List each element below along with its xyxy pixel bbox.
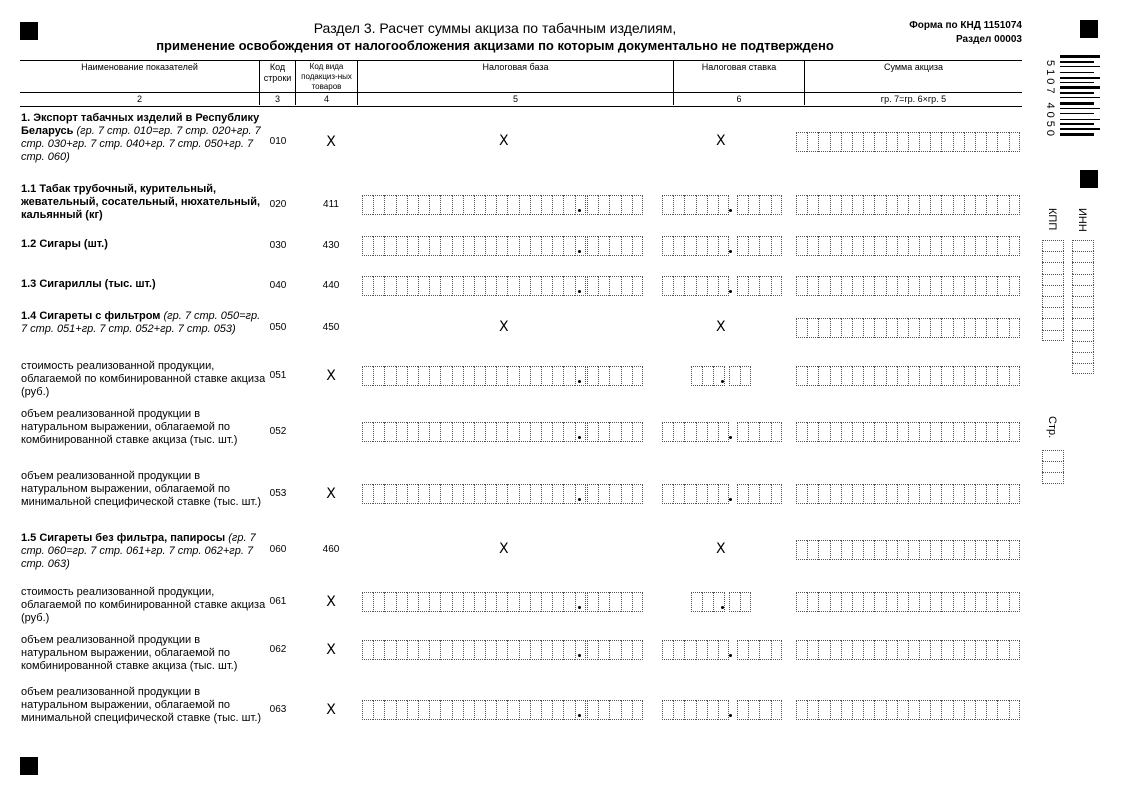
- base-x-mark: X: [499, 133, 509, 149]
- input-cell[interactable]: [1072, 341, 1094, 352]
- barcode-bar: [1060, 66, 1100, 67]
- kpp-cells[interactable]: [1042, 240, 1064, 341]
- base-cells-fraction[interactable]: [587, 484, 643, 504]
- row-label-text: стоимость реализованной продукции, облагаемой по комбинированной ставке акциза (руб.): [21, 360, 266, 398]
- sum-cells[interactable]: [796, 640, 1020, 660]
- row-label: [21, 183, 266, 222]
- row-code: 062: [269, 644, 287, 655]
- row-label: [21, 532, 266, 571]
- base-cells-integer[interactable]: [362, 592, 586, 612]
- row-label: [21, 238, 266, 251]
- decimal-point: [578, 290, 581, 293]
- row-label-text: объем реализованной продукции в натуральном выражении, облагаемой по комбинированной ставке акциза (тыс. шт.): [21, 408, 238, 446]
- barcode-bar: [1060, 82, 1094, 83]
- header-num-4: 4: [296, 92, 358, 105]
- sum-cells[interactable]: [796, 318, 1020, 338]
- header-rate: Налоговая ставка: [674, 61, 805, 92]
- page-label: Стр.: [1046, 416, 1058, 439]
- barcode-bar: [1060, 61, 1094, 63]
- barcode-bar: [1060, 113, 1094, 114]
- barcode: [1060, 55, 1100, 160]
- input-cell[interactable]: [1042, 318, 1064, 329]
- section-title-line1: Раздел 3. Расчет суммы акциза по табачным изделиям,: [313, 20, 677, 36]
- input-cell[interactable]: [1042, 461, 1064, 472]
- input-cell[interactable]: [1072, 251, 1094, 262]
- barcode-bar: [1060, 55, 1100, 58]
- header-kind: Код вида подакциз-ных товаров: [296, 61, 358, 92]
- barcode-bar: [1060, 102, 1094, 105]
- row-label-title: 1.4 Сигареты с фильтром: [21, 310, 161, 322]
- corner-marker-bottom-left: [20, 757, 38, 775]
- inn-cells[interactable]: [1072, 240, 1094, 374]
- base-x-mark: X: [499, 319, 509, 335]
- corner-marker-mid-right: [1080, 170, 1098, 188]
- base-x-mark: X: [499, 541, 509, 557]
- rate-cells-integer[interactable]: [691, 366, 725, 386]
- row-label-text: объем реализованной продукции в натуральном выражении, облагаемой по комбинированной ставке акциза (тыс. шт.): [21, 634, 238, 672]
- row-code: 063: [269, 704, 287, 715]
- barcode-bar: [1060, 128, 1100, 130]
- row-label: [21, 278, 266, 291]
- decimal-point: [578, 714, 581, 717]
- barcode-bar: [1060, 108, 1100, 109]
- decimal-point: [721, 606, 724, 609]
- row-kind-code: 411: [323, 199, 339, 210]
- barcode-bar: [1060, 72, 1094, 73]
- base-cells-integer[interactable]: [362, 422, 586, 442]
- row-label-text: объем реализованной продукции в натуральном выражении, облагаемой по минимальной специфической ставке (тыс. шт.): [21, 686, 262, 724]
- section-title-line2: применение освобождения от налогообложения акцизами по которым документально не подтверждено: [156, 38, 834, 53]
- barcode-bar: [1060, 133, 1094, 136]
- header-name: Наименование показателей: [20, 61, 260, 92]
- rate-cells-integer[interactable]: [662, 195, 729, 215]
- rate-cells-fraction[interactable]: [737, 276, 782, 296]
- row-code: 061: [269, 596, 287, 607]
- rate-cells-integer[interactable]: [662, 484, 729, 504]
- base-cells-integer[interactable]: [362, 640, 586, 660]
- decimal-point: [578, 250, 581, 253]
- rate-cells-fraction[interactable]: [737, 422, 782, 442]
- barcode-bar: [1060, 119, 1100, 120]
- table-header: [20, 60, 1022, 107]
- sum-cells[interactable]: [796, 195, 1020, 215]
- rate-cells-integer[interactable]: [662, 700, 729, 720]
- rate-cells-fraction[interactable]: [737, 195, 782, 215]
- decimal-point: [578, 436, 581, 439]
- decimal-point: [729, 714, 732, 717]
- input-cell[interactable]: [1072, 307, 1094, 318]
- row-label: [21, 470, 266, 509]
- row-label: [21, 310, 266, 336]
- row-label-title: 1.3 Сигариллы (тыс. шт.): [21, 278, 156, 290]
- row-label-text: объем реализованной продукции в натуральном выражении, облагаемой по минимальной специфической ставке (тыс. шт.): [21, 470, 262, 508]
- input-cell[interactable]: [1072, 318, 1094, 329]
- row-code: 060: [269, 544, 287, 555]
- decimal-point: [578, 498, 581, 501]
- row-label-title: 1.1 Табак трубочный, курительный, жевательный, сосательный, нюхательный, кальянный (кг): [21, 183, 261, 221]
- decimal-point: [578, 380, 581, 383]
- base-cells-fraction[interactable]: [587, 366, 643, 386]
- decimal-point: [729, 654, 732, 657]
- rate-cells-fraction[interactable]: [737, 484, 782, 504]
- base-cells-integer[interactable]: [362, 236, 586, 256]
- base-cells-fraction[interactable]: [587, 236, 643, 256]
- input-cell[interactable]: [1072, 363, 1094, 374]
- barcode-bar: [1060, 92, 1094, 94]
- header-num-7: гр. 7=гр. 6×гр. 5: [805, 92, 1022, 105]
- row-label: [21, 634, 266, 673]
- base-cells-integer[interactable]: [362, 276, 586, 296]
- sum-cells[interactable]: [796, 276, 1020, 296]
- row-kind-code: 440: [322, 280, 340, 291]
- rate-cells-fraction[interactable]: [737, 236, 782, 256]
- rate-cells-integer[interactable]: [662, 422, 729, 442]
- input-cell[interactable]: [1042, 274, 1064, 285]
- input-cell[interactable]: [1042, 307, 1064, 318]
- decimal-point: [729, 250, 732, 253]
- row-code: 053: [269, 488, 287, 499]
- header-sum: Сумма акциза: [883, 62, 944, 72]
- row-kind-code: 430: [322, 240, 340, 251]
- row-label-formula: (гр. 7 стр. 010=гр. 7 стр. 020+гр. 7 стр. 030+гр. 7 стр. 040+гр. 7 стр. 050+гр. 7 стр. 060): [21, 125, 261, 163]
- row-code: 040: [269, 280, 287, 291]
- header-num-6: 6: [674, 92, 805, 105]
- barcode-number: 5107 4050: [1044, 60, 1056, 139]
- section-title: [60, 20, 930, 54]
- barcode-bar: [1060, 123, 1094, 125]
- base-cells-integer[interactable]: [362, 366, 586, 386]
- row-label: [21, 360, 266, 399]
- decimal-point: [578, 654, 581, 657]
- rate-cells-integer[interactable]: [691, 592, 725, 612]
- input-cell[interactable]: [1042, 296, 1064, 307]
- rate-x-mark: X: [716, 319, 726, 335]
- row-label: [21, 112, 266, 164]
- rate-cells-fraction[interactable]: [729, 366, 751, 386]
- row-kind-x: X: [326, 134, 336, 150]
- input-cell[interactable]: [1042, 472, 1064, 483]
- inn-label: ИНН: [1076, 208, 1088, 232]
- input-cell[interactable]: [1072, 262, 1094, 273]
- row-label-title: 1.2 Сигары (шт.): [21, 238, 108, 250]
- decimal-point: [729, 498, 732, 501]
- base-cells-integer[interactable]: [362, 484, 586, 504]
- rate-cells-integer[interactable]: [662, 640, 729, 660]
- header-num-2: 2: [20, 92, 260, 105]
- row-kind-code: 460: [322, 544, 340, 555]
- input-cell[interactable]: [1042, 262, 1064, 273]
- row-label-text: стоимость реализованной продукции, облагаемой по комбинированной ставке акциза (руб.): [21, 586, 266, 624]
- input-cell[interactable]: [1042, 251, 1064, 262]
- input-cell[interactable]: [1072, 352, 1094, 363]
- header-num-5: 5: [358, 92, 674, 105]
- page-cells[interactable]: [1042, 450, 1064, 484]
- input-cell[interactable]: [1072, 330, 1094, 341]
- rate-x-mark: X: [716, 133, 726, 149]
- decimal-point: [729, 290, 732, 293]
- header-code: Код строки: [260, 61, 296, 92]
- decimal-point: [729, 436, 732, 439]
- form-knd: Форма по КНД 1151074: [909, 20, 1022, 31]
- row-code: 052: [269, 426, 287, 437]
- base-cells-fraction[interactable]: [587, 422, 643, 442]
- decimal-point: [721, 380, 724, 383]
- sum-cells[interactable]: [796, 540, 1020, 560]
- base-cells-integer[interactable]: [362, 700, 586, 720]
- base-cells-fraction[interactable]: [587, 640, 643, 660]
- row-label: [21, 686, 266, 725]
- row-code: 010: [269, 136, 287, 147]
- row-label-title: 1. Экспорт табачных изделий в Республику Беларусь: [21, 112, 260, 137]
- input-cell[interactable]: [1042, 240, 1064, 251]
- row-code: 050: [269, 322, 287, 333]
- header-num-3: 3: [260, 92, 296, 105]
- sum-cells[interactable]: [796, 366, 1020, 386]
- decimal-point: [729, 209, 732, 212]
- input-cell[interactable]: [1042, 450, 1064, 461]
- row-kind-x: X: [326, 486, 336, 502]
- decimal-point: [578, 606, 581, 609]
- rate-cells-fraction[interactable]: [737, 640, 782, 660]
- kpp-label: КПП: [1046, 208, 1058, 231]
- input-cell[interactable]: [1072, 274, 1094, 285]
- rate-cells-integer[interactable]: [662, 276, 729, 296]
- row-kind-x: X: [326, 702, 336, 718]
- rate-x-mark: X: [716, 541, 726, 557]
- corner-marker-top-right: [1080, 20, 1098, 38]
- sum-cells[interactable]: [796, 484, 1020, 504]
- row-kind-x: X: [326, 368, 336, 384]
- header-base: Налоговая база: [358, 61, 674, 92]
- rate-cells-fraction[interactable]: [737, 700, 782, 720]
- rate-cells-fraction[interactable]: [729, 592, 751, 612]
- row-kind-x: X: [326, 642, 336, 658]
- base-cells-fraction[interactable]: [587, 276, 643, 296]
- row-code: 020: [269, 199, 287, 210]
- barcode-bar: [1060, 97, 1100, 98]
- barcode-bar: [1060, 77, 1100, 79]
- base-cells-fraction[interactable]: [587, 592, 643, 612]
- form-section: Раздел 00003: [955, 34, 1022, 45]
- row-label: [21, 408, 266, 447]
- input-cell[interactable]: [1042, 285, 1064, 296]
- row-label-title: 1.5 Сигареты без фильтра, папиросы: [21, 532, 226, 544]
- sum-cells[interactable]: [796, 132, 1020, 152]
- input-cell[interactable]: [1042, 330, 1064, 341]
- row-label: [21, 586, 266, 625]
- base-cells-fraction[interactable]: [587, 700, 643, 720]
- base-cells-fraction[interactable]: [587, 195, 643, 215]
- row-kind-x: X: [326, 594, 336, 610]
- sum-cells[interactable]: [796, 422, 1020, 442]
- input-cell[interactable]: [1072, 296, 1094, 307]
- row-label-formula: (гр. 7 стр. 060=гр. 7 стр. 061+гр. 7 стр. 062+гр. 7 стр. 063): [21, 532, 256, 570]
- base-cells-integer[interactable]: [362, 195, 586, 215]
- rate-cells-integer[interactable]: [662, 236, 729, 256]
- input-cell[interactable]: [1072, 240, 1094, 251]
- barcode-bar: [1060, 86, 1100, 89]
- sum-cells[interactable]: [796, 592, 1020, 612]
- row-label-formula: (гр. 7 стр. 050=гр. 7 стр. 051+гр. 7 стр. 052+гр. 7 стр. 053): [21, 310, 261, 335]
- corner-marker-top-left: [20, 22, 38, 40]
- sum-cells[interactable]: [796, 700, 1020, 720]
- row-code: 051: [269, 370, 287, 381]
- form-code: [909, 19, 1022, 47]
- sum-cells[interactable]: [796, 236, 1020, 256]
- input-cell[interactable]: [1072, 285, 1094, 296]
- row-kind-code: 450: [322, 322, 340, 333]
- decimal-point: [578, 209, 581, 212]
- row-code: 030: [269, 240, 287, 251]
